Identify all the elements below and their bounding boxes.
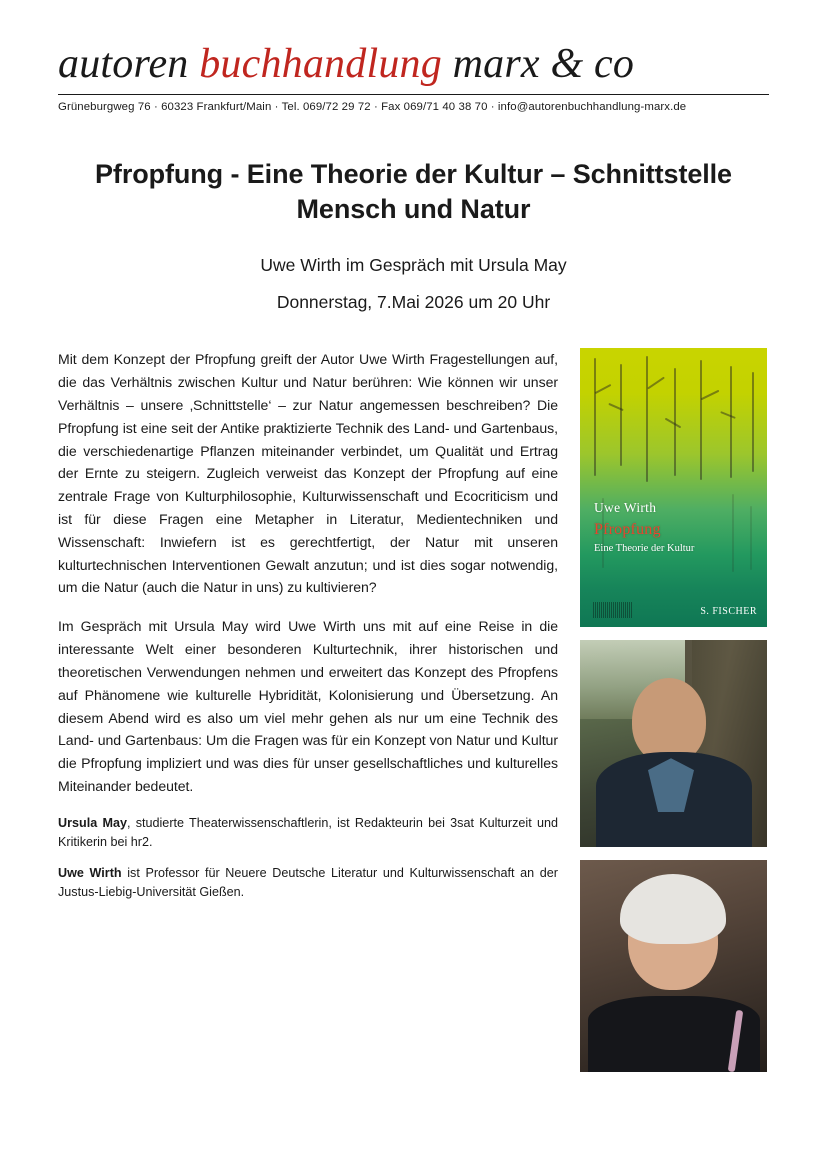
portrait-hair [620, 874, 726, 944]
event-date: Donnerstag, 7.Mai 2026 um 20 Uhr [276, 291, 551, 312]
bookstore-logo [58, 42, 769, 86]
text-column [58, 348, 558, 1072]
paragraph-1: Mit dem Konzept der Pfropfung greift der Autor Uwe Wirth Fragestellungen auf, die das Verhältnis zwischen Kultur und Natur berühren: Wie können wir unser Verhältnis – unsere ‚Schnittstelle‘ – zur Natur angemessen beschreiben? Die Pfropfung ist eine seit der Antike praktizierte Technik des Land- und Gartenbaus, die verschiedenartige Pflanzen miteinander verbindet, um Qualität und Ertrag der Ernte zu steigern. Zugleich verweist das Konzept der Pfropfung auf eine zentrale Frage von Kulturphilosophie, Kulturwissenschaft und Ecocriticism und ist für diese Fragen eine Metapher in Literatur, Medientechniken und Wissenschaft: Inwiefern ist es gerechtfertigt, der Natur mit unseren kulturtechnischen Interventionen Gewalt anzutun; und ist dies sogar notwendig, um die Natur (auch die Natur in uns) zu kultivieren? [58, 351, 558, 596]
event-subtitle: Uwe Wirth im Gespräch mit Ursula May [260, 255, 567, 276]
book-cover-publisher: S. FISCHER [700, 606, 757, 618]
book-cover-text [594, 500, 694, 556]
book-cover-image [580, 348, 767, 627]
logo-word-marx-co: marx & co [452, 41, 635, 87]
logo-word-autoren: autoren [58, 41, 189, 87]
media-column [580, 348, 767, 1072]
bio-text-ursula-may: , studierte Theaterwissenschaftlerin, ist Redakteurin bei 3sat Kulturzeit und Kritikerin bei hr2. [58, 815, 558, 850]
contact-info: Grüneburgweg 76 · 60323 Frankfurt/Main · Tel. 069/72 29 72 · Fax 069/71 40 38 70 · info@autorenbuchhandlung-marx.de [58, 101, 687, 114]
bio-uwe-wirth [58, 864, 558, 903]
logo-word-buchhandlung: buchhandlung [199, 41, 442, 87]
bio-ursula-may [58, 814, 558, 853]
book-cover-title: Pfropfung [594, 521, 661, 539]
event-title-block [58, 157, 769, 314]
page-title: Pfropfung - Eine Theorie der Kultur – Schnittstelle Mensch und Natur [95, 159, 732, 224]
bio-text-uwe-wirth: ist Professor für Neuere Deutsche Literatur und Kulturwissenschaft an der Justus-Liebig-Universität Gießen. [58, 865, 558, 900]
bio-name-uwe-wirth: Uwe Wirth [58, 865, 122, 880]
photo-uwe-wirth [580, 640, 767, 847]
paragraph-2: Im Gespräch mit Ursula May wird Uwe Wirth uns mit auf eine Reise in die interessante Welt einer besonderen Kulturtechnik, ihrer historischen und theoretischen Verwendungen nehmen und erweitert das Konzept des Pfropfens auf Phänomene wie kulturelle Hybridität, Kolonisierung und Übersetzung. An diesem Abend wird es also um viel mehr gehen als nur um eine Technik des Land- und Gartenbaus: Um die Fragen was für ein Konzept von Natur und Kultur die Pfropfung impliziert und was dies für unser gesellschaftliches und kulturelles Miteinander bedeutet. [58, 618, 558, 795]
book-cover-subtitle: Eine Theorie der Kultur [594, 543, 695, 555]
photo-ursula-may [580, 860, 767, 1072]
masthead [58, 0, 769, 113]
book-cover-author: Uwe Wirth [594, 500, 657, 516]
bio-name-ursula-may: Ursula May [58, 815, 127, 830]
content-area [58, 348, 769, 1072]
book-cover-barcode [593, 602, 651, 618]
